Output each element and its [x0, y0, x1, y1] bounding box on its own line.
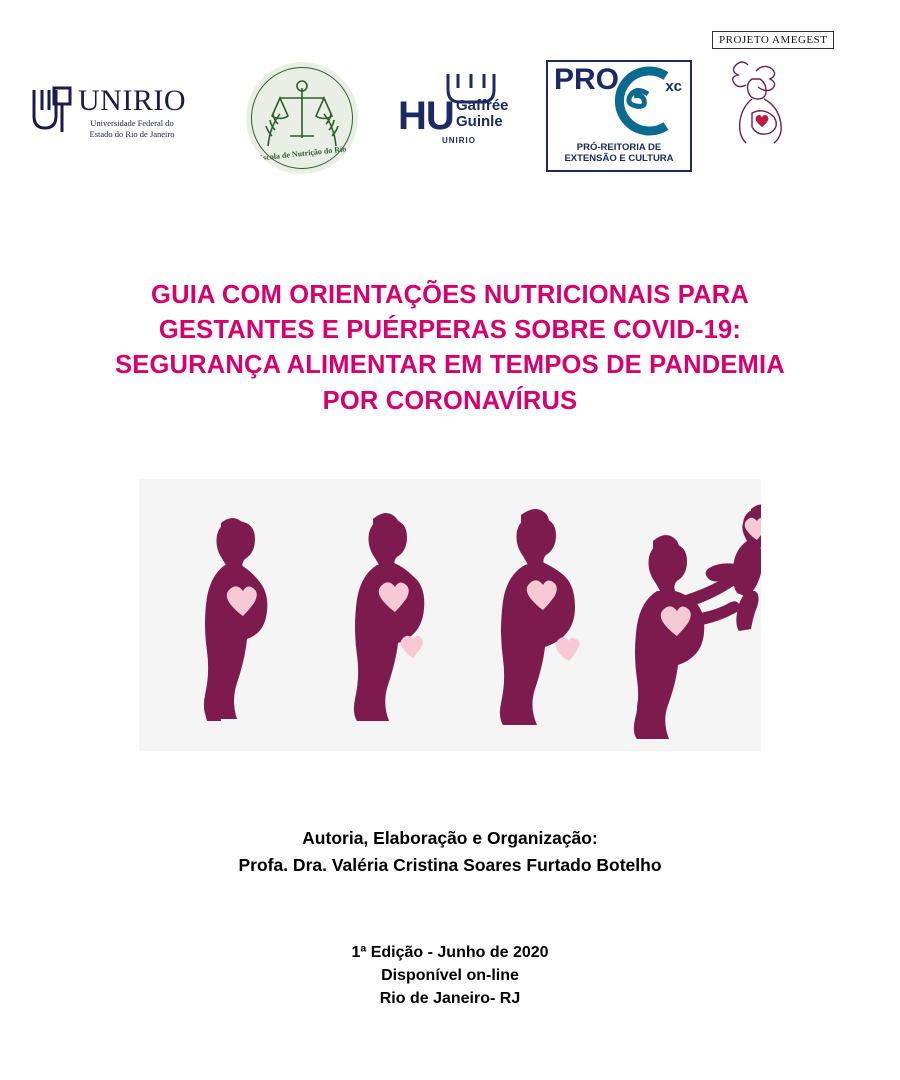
unirio-wordmark: UNIRIO: [78, 84, 186, 117]
logo-band: [0, 0, 900, 200]
title-line-4: POR CORONAVÍRUS: [322, 386, 578, 415]
hu-initials: HU: [398, 94, 454, 138]
proexc-swirl-icon: [596, 64, 678, 138]
scales-and-wheat-seal-icon: [246, 62, 358, 174]
unirio-subtitle-line1: Universidade Federal do: [90, 118, 174, 128]
authorship-heading: Autoria, Elaboração e Organização:: [302, 827, 598, 848]
logo-escola-nutricao: [246, 62, 358, 174]
pregnant-woman-line-art-icon: [712, 55, 822, 145]
title-line-2: GESTANTES E PUÉRPERAS SOBRE COVID-19:: [158, 316, 742, 345]
proexc-caption-line1: PRÓ-REITORIA DE: [576, 142, 662, 154]
hu-affiliation: UNIRIO: [442, 136, 476, 145]
seal-caption: Escola de Nutrição do Rio: [257, 144, 347, 163]
title-line-1: GUIA COM ORIENTAÇÕES NUTRICIONAIS PARA: [151, 281, 749, 309]
proexc-pro-text: PRO: [554, 63, 620, 96]
pregnancy-stages-silhouettes: [139, 479, 761, 751]
unirio-monogram-icon: [28, 86, 74, 134]
edition-block: [0, 941, 900, 1011]
logo-projeto-amegest: [712, 30, 872, 145]
logo-unirio: [28, 86, 228, 139]
hu-word-gaffree: Gaffrée: [456, 97, 509, 114]
amegest-label: PROJETO AMEGEST: [712, 31, 834, 49]
authorship-block: [0, 825, 900, 879]
logo-hu-gaffree-guinle: [398, 74, 528, 164]
hu-word-guinle: Guinle: [456, 112, 503, 130]
unirio-subtitle-line2: Estado do Rio de Janeiro: [89, 128, 175, 139]
title-line-3: SEGURANÇA ALIMENTAR EM TEMPOS DE PANDEMIA: [115, 351, 785, 380]
page-title: [0, 278, 900, 419]
location-line: Rio de Janeiro- RJ: [379, 990, 521, 1008]
availability-line: Disponível on-line: [381, 967, 519, 985]
proexc-xc-text: xc: [665, 78, 682, 95]
proexc-caption-line2: EXTENSÃO E CULTURA: [564, 153, 674, 165]
edition-line: 1ª Edição - Junho de 2020: [351, 944, 549, 961]
author-name: Profa. Dra. Valéria Cristina Soares Furtado Botelho: [238, 854, 662, 875]
logo-proexc: [546, 60, 690, 172]
